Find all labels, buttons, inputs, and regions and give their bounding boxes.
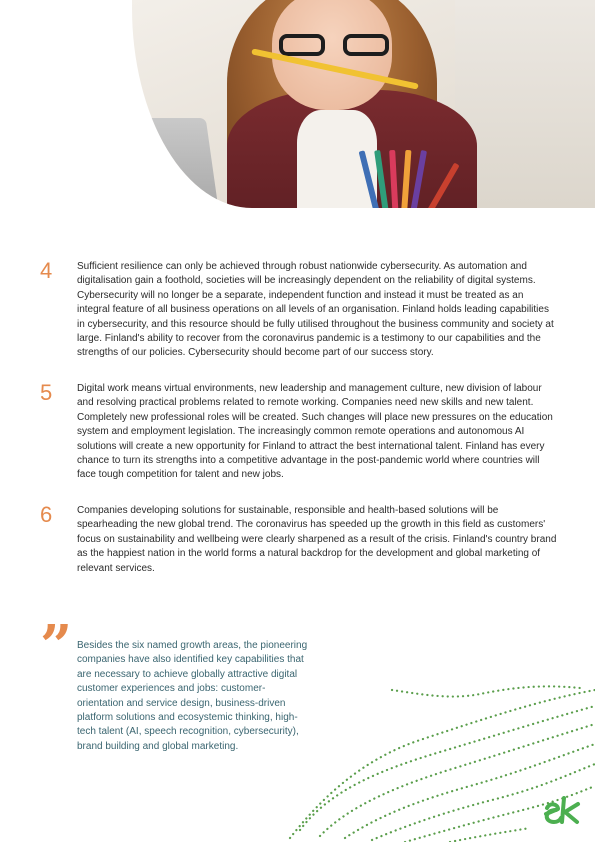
item-number: 4 xyxy=(40,258,53,283)
item-number: 5 xyxy=(40,380,53,405)
hero-photo xyxy=(132,0,595,208)
item-number: 6 xyxy=(40,502,53,527)
hero-colored-pencils xyxy=(367,140,457,208)
item-text: Digital work means virtual environments, new leadership and management culture, new division of labour and resolving practical problems related to remote working. Companies need new skills and new talent. Completely new professional roles will be created. Such changes will place new pressures on the education system and employment legislation. The increasingly common remote operations and autonomous AI solutions will create a new opportunity for Finland to attract the best international talent. Finland has every chance to turn its strengths into a competitive advantage in the post-pandemic world where countries will face tough competition for talent and new jobs. xyxy=(77,383,553,481)
quote-mark-icon: ” xyxy=(40,613,67,679)
hero-glasses xyxy=(279,34,389,58)
ek-logo-icon xyxy=(540,792,582,826)
item-text: Companies developing solutions for sustainable, responsible and health-based solutions will be spearheading the new global trend. The coronavirus has speeded up the growth in this field as customers' focus on sustainability and wellbeing were clearly sharpened as a result of the crisis. Finland's country brand as the happiest nation in the world forms a natural backdrop for the development and global marketing of relevant services. xyxy=(77,505,557,574)
hero-laptop xyxy=(136,118,219,208)
quote-text: Besides the six named growth areas, the pioneering companies have also identified key capabilities that are necessary to achieve globally attractive digital customer experiences and jobs: customer-orientation and service design, business-driven platform solutions and ecosystemic thinking, high-tech talent (AI, speech recognition, cybersecurity), brand building and global marketing. xyxy=(77,640,308,752)
item-text: Sufficient resilience can only be achieved through robust nationwide cybersecurity. As automation and digitalisation gain a foothold, societies will be increasingly dependent on the reliability of digital systems. Cybersecurity will no longer be a separate, independent function and instead it must be treated as an integral feature of all business operations on all levels of an organisation. Finland holds leading capabilities in cybersecurity, and this resource should be fully utilised throughout the business community and society at large. Finland's ability to recover from the coronavirus pandemic is a testimony to our capabilities and the strengths of our policies. Cybersecurity should become part of our success story. xyxy=(77,261,554,359)
